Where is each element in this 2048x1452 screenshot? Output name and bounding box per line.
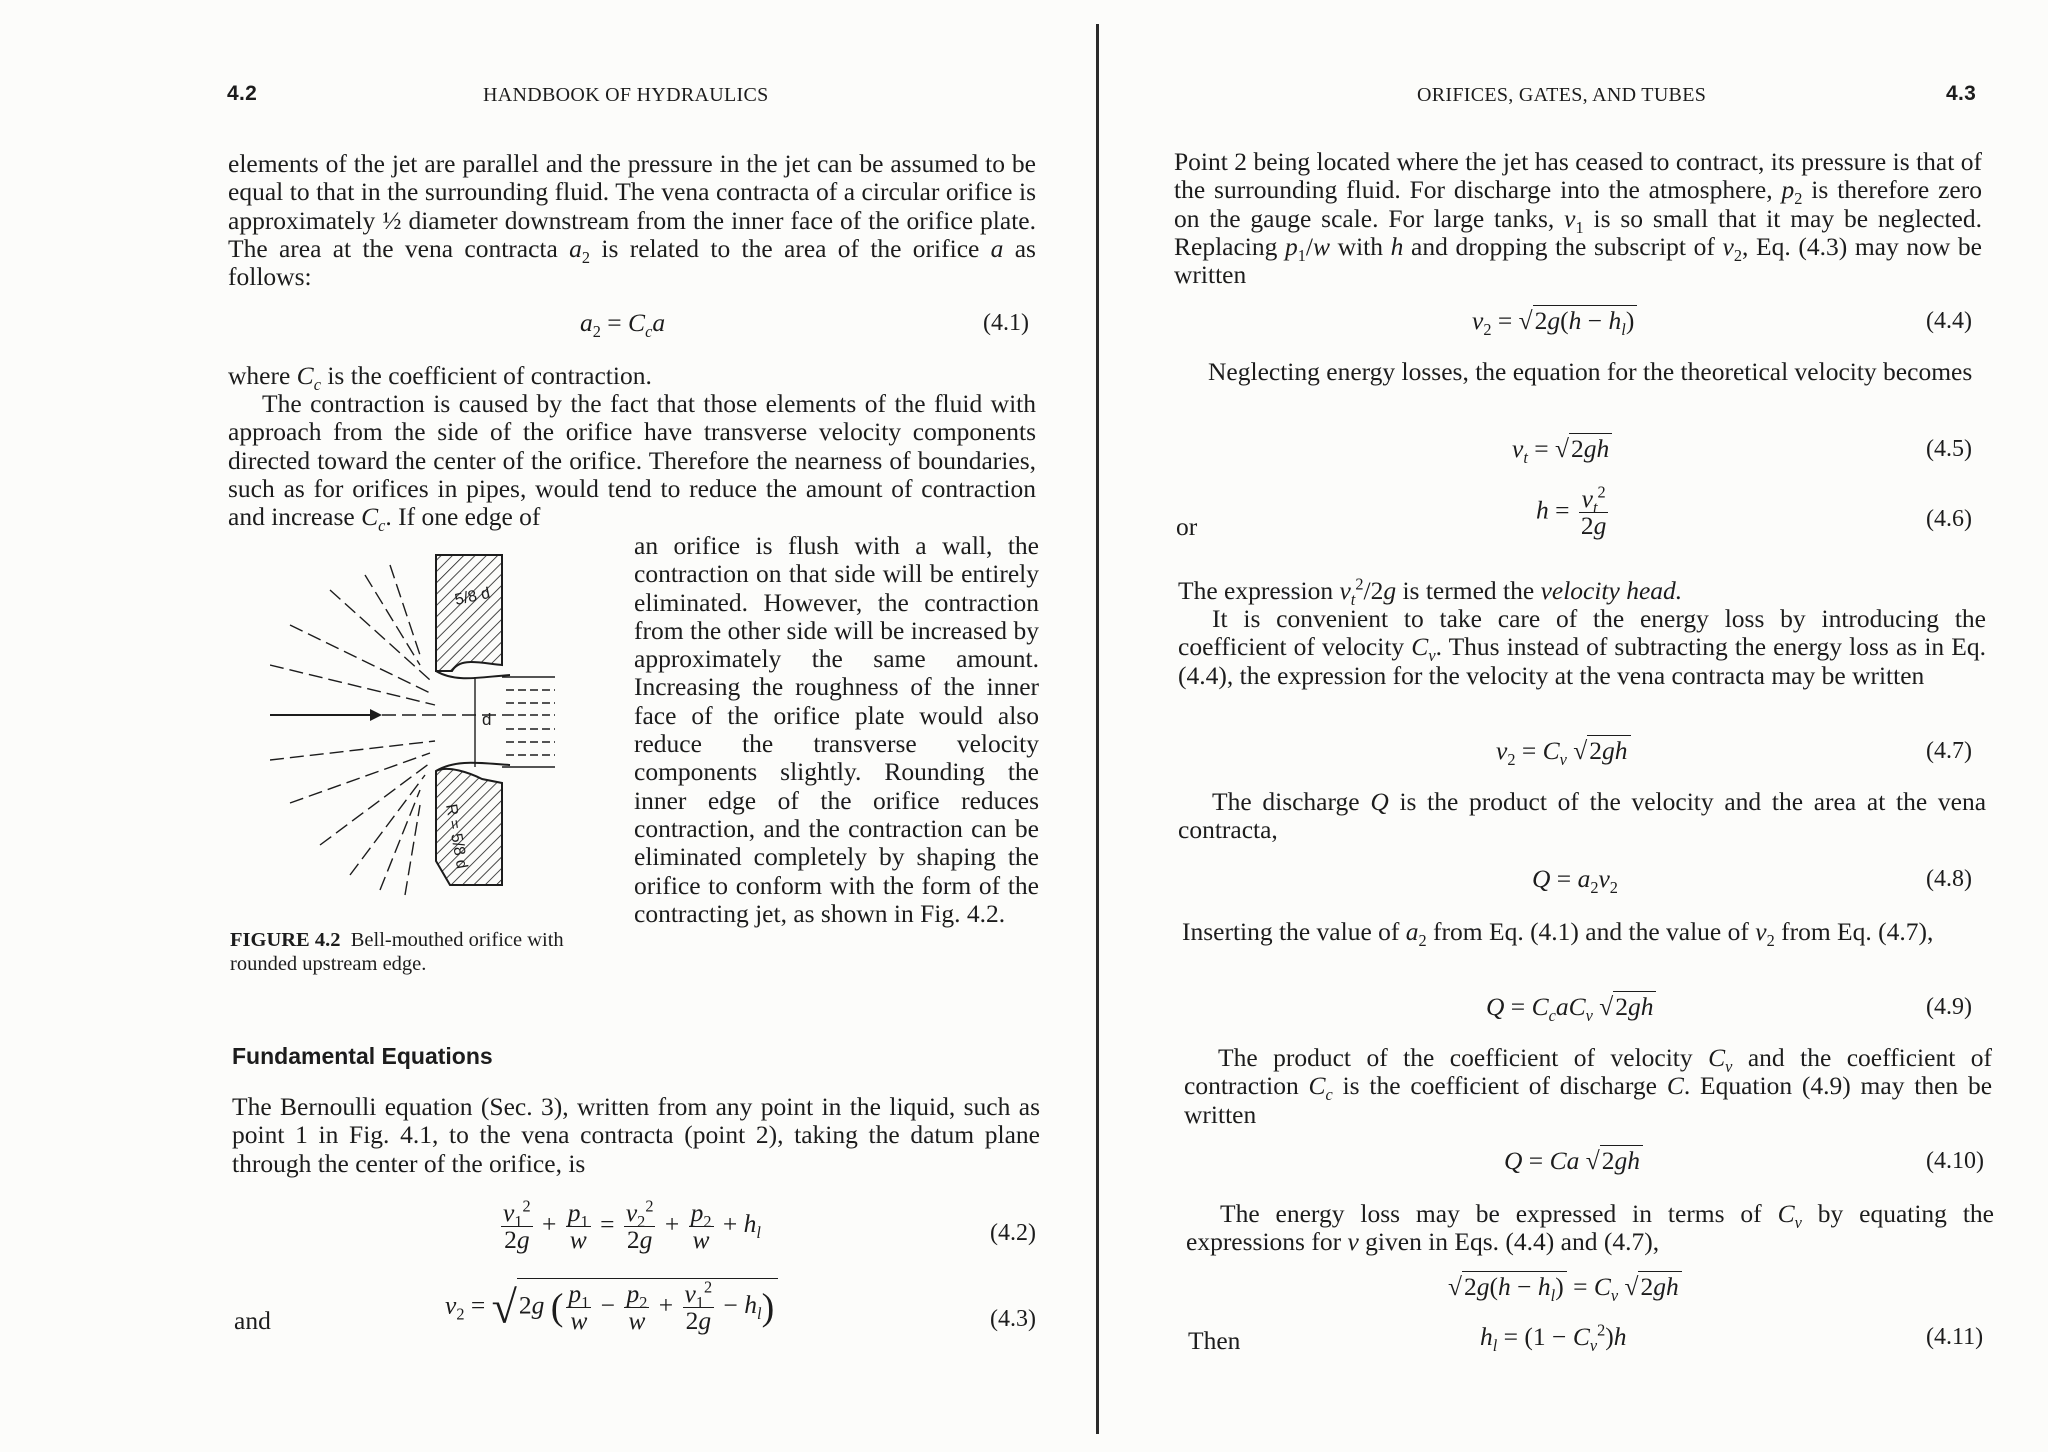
paragraph: an orifice is flush with a wall, the contraction on that side will be entirely eliminated. However, the contraction from the other side will be increased by approximately the same amount. Increasing the roughness of the inner face of the orifice plate would also reduce the transverse velocity components slightly. Rounding the inner edge of the orifice reduces contraction, and the contraction can be eliminated completely by shaping the orifice to conform with the form of the contracting jet, as shown in Fig. 4.2. xyxy=(634,531,1039,928)
running-head: ORIFICES, GATES, AND TUBES xyxy=(1417,84,1707,106)
equation-number: (4.3) xyxy=(990,1306,1036,1332)
equation-number: (4.8) xyxy=(1926,866,1972,892)
figure-label-d: d xyxy=(482,710,492,729)
paragraph: elements of the jet are parallel and the pressure in the jet can be assumed to be equal to that in the surrounding fluid. The vena contracta of a circular orifice is approximately ½ diameter downstream from the inner face of the orifice plate. The area at the vena contracta $a_2$ is related to the area of the orifice a as follows: xyxy=(228,149,1036,292)
paragraph: Point 2 being located where the jet has ceased to contract, its pressure is that of the surrounding fluid. For discharge into the atmosphere, $p_2$ is therefore zero on the gauge scale. For large tanks, $v_1$ is so small that it may be neglected. Replacing $p_1/w$ with h and dropping the subscript of $v_2$, Eq. (4.3) may now be written xyxy=(1174,147,1982,290)
page-gutter xyxy=(1096,24,1099,1434)
figure-caption xyxy=(230,928,606,976)
equation-number: (4.7) xyxy=(1926,738,1972,764)
equation-number: (4.1) xyxy=(983,310,1029,336)
equation-4-3: $v_2 = √2g$ ( $\frac{p_1}{w}$ − $\frac{p_2}{w}$ + $\frac{v_1^2}{2g}$ − $h_l$) xyxy=(445,1278,778,1334)
equation-4-8: $Q = a_2v_2$ xyxy=(1532,864,1618,898)
figure-label-radius: R = 5/8 d xyxy=(442,802,471,871)
page-number: 4.3 xyxy=(1946,82,1977,105)
paragraph: The expression $v_t^2/2g$ is termed the velocity head. xyxy=(1178,574,1683,610)
paragraph: Neglecting energy losses, the equation for the theoretical velocity becomes xyxy=(1208,357,1973,386)
equation-4-1: $a_2 = C_ca$ xyxy=(580,308,666,342)
equation-4-6: h = $\frac{v_t^2}{2g}$ xyxy=(1536,482,1607,540)
equation-4-11: $h_l = (1 - C_v^2)h$ xyxy=(1480,1320,1627,1356)
equation-label: Then xyxy=(1188,1326,1241,1355)
equation-4-5: $v_t = √2gh$ xyxy=(1512,434,1612,464)
paragraph: Inserting the value of $a_2$ from Eq. (4.1) and the value of $v_2$ from Eq. (4.7), xyxy=(1182,917,1934,951)
figure-label-top: 5/8 d xyxy=(453,584,492,609)
equation-number: (4.6) xyxy=(1926,506,1972,532)
equation-number: (4.9) xyxy=(1926,994,1972,1020)
equation-4-9: $Q = C_caC_v$ √2gh xyxy=(1486,992,1656,1022)
equation-number: (4.5) xyxy=(1926,436,1972,462)
paragraph: It is convenient to take care of the energy loss by introducing the coefficient of velocity $C_v$. Thus instead of subtracting the energy loss as in Eq. (4.4), the expression for the velocity at the vena contracta may be written xyxy=(1178,604,1986,690)
equation-4-10: Q = Ca √2gh xyxy=(1504,1146,1643,1176)
page-number: 4.2 xyxy=(227,82,258,105)
paragraph: The discharge Q is the product of the velocity and the area at the vena contracta, xyxy=(1178,787,1987,845)
paragraph: The Bernoulli equation (Sec. 3), written from any point in the liquid, such as point 1 in Fig. 4.1, to the vena contracta (point 2), taking the datum plane through the center of the orifice, is xyxy=(232,1092,1040,1178)
figure-label: FIGURE 4.2 xyxy=(230,929,341,951)
equation-4-2: $\frac{v_1^2}{2g}$ + $\frac{p_1}{w}$ = $\frac{v_2^2}{2g}$ + $\frac{p_2}{w}$ + $h_l$ xyxy=(503,1196,761,1254)
equation-number: (4.11) xyxy=(1926,1324,1984,1350)
equation-sqrt-equality: $√2g(h - h_l) = C_v$ √2gh xyxy=(1448,1272,1682,1302)
equation-label: or xyxy=(1176,512,1198,541)
equation-number: (4.4) xyxy=(1926,308,1972,334)
section-heading: Fundamental Equations xyxy=(232,1043,493,1069)
equation-number: (4.10) xyxy=(1926,1148,1984,1174)
equation-4-4: $v_2 = √2g(h - h_l)$ xyxy=(1472,306,1637,336)
paragraph: The contraction is caused by the fact that those elements of the fluid with approach from the side of the orifice have transverse velocity components directed toward the center of the orifice. Therefore the nearness of boundaries, such as for orifices in pipes, would tend to reduce the amount of contraction and increase $C_c$. If one edge of xyxy=(228,389,1036,536)
figure-bell-mouthed-orifice xyxy=(270,545,570,915)
equation-4-7: $v_2 = C_v$ √2gh xyxy=(1496,736,1631,766)
running-head: HANDBOOK OF HYDRAULICS xyxy=(483,84,769,106)
equation-label: and xyxy=(234,1306,271,1335)
right-page xyxy=(1100,0,2048,1452)
paragraph: The product of the coefficient of velocity $C_v$ and the coefficient of contraction $C_c$ is the coefficient of discharge C. Equation (4.9) may then be written xyxy=(1184,1043,1993,1129)
equation-number: (4.2) xyxy=(990,1220,1036,1246)
paragraph: where $C_c$ is the coefficient of contraction. xyxy=(228,361,652,395)
paragraph: The energy loss may be expressed in terms of $C_v$ by equating the expressions for v given in Eqs. (4.4) and (4.7), xyxy=(1186,1199,1994,1257)
figure-caption-text: Bell-mouthed orifice with rounded upstream edge. xyxy=(230,929,564,975)
